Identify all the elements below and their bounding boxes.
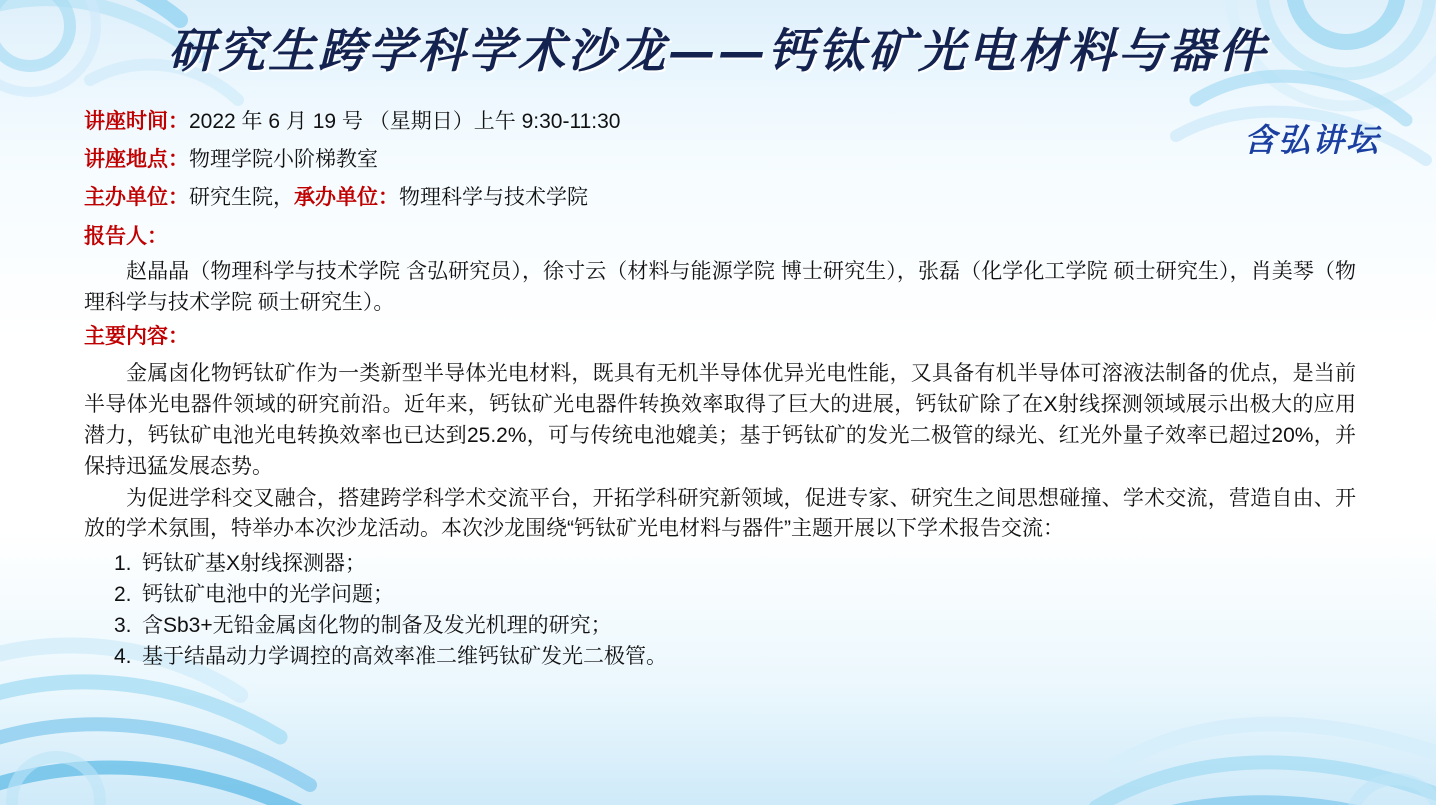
time-label: 讲座时间： <box>84 110 189 133</box>
topic-number: 4. <box>114 645 132 668</box>
place-label: 讲座地点： <box>84 148 189 171</box>
topic-number: 1. <box>114 552 132 575</box>
host-label: 主办单位： <box>84 186 189 209</box>
content-label: 主要内容： <box>84 325 189 348</box>
meta-place-row <box>84 142 1356 178</box>
topic-number: 3. <box>114 614 132 637</box>
topic-number: 2. <box>114 583 132 606</box>
place-value: 物理学院小阶梯教室 <box>189 148 378 171</box>
host-value: 研究生院， <box>189 186 294 209</box>
list-item <box>84 641 1356 672</box>
page-title: 研究生跨学科学术沙龙——钙钛矿光电材料与器件 <box>168 24 1268 79</box>
content-paragraph-1: 金属卤化物钙钛矿作为一类新型半导体光电材料，既具有无机半导体优异光电性能，又具备有机半导体可溶液法制备的优点，是当前半导体光电器件领域的研究前沿。近年来，钙钛矿光电器件转换效率取得了巨大的进展，钙钛矿除了在X射线探测领域展示出极大的应用潜力，钙钛矿电池光电转换效率也已达到25.2%，可与传统电池媲美；基于钙钛矿的发光二极管的绿光、红光外量子效率已超过20%，并保持迅猛发展态势。 <box>84 362 1356 478</box>
list-item <box>84 610 1356 641</box>
topic-text: 钙钛矿电池中的光学问题； <box>142 583 394 606</box>
topic-text: 含Sb3+无铅金属卤化物的制备及发光机理的研究； <box>142 614 612 637</box>
list-item <box>84 548 1356 579</box>
meta-time-row <box>84 104 1356 140</box>
organizer-label: 承办单位： <box>294 186 399 209</box>
speaker-label: 报告人： <box>84 225 168 248</box>
content-paragraph-2: 为促进学科交叉融合，搭建跨学科学术交流平台，开拓学科研究新领域，促进专家、研究生之间思想碰撞、学术交流，营造自由、开放的学术氛围，特举办本次沙龙活动。本次沙龙围绕“钙钛矿光电材料与器件”主题开展以下学术报告交流： <box>84 487 1356 540</box>
speaker-list: 赵晶晶（物理科学与技术学院 含弘研究员），徐寸云（材料与能源学院 博士研究生），张磊（化学化工学院 硕士研究生），肖美琴（物理科学与技术学院 硕士研究生）。 <box>84 260 1356 314</box>
organizer-value: 物理科学与技术学院 <box>399 186 588 209</box>
topic-text: 基于结晶动力学调控的高效率准二维钙钛矿发光二极管。 <box>142 645 667 668</box>
poster-body <box>84 104 1356 672</box>
meta-organizer-row <box>84 180 1356 216</box>
topic-text: 钙钛矿基X射线探测器； <box>142 552 367 575</box>
time-value: 2022 年 6 月 19 号 （星期日）上午 9:30-11:30 <box>189 110 621 133</box>
topic-list <box>84 548 1356 672</box>
list-item <box>84 579 1356 610</box>
forum-stamp: 含弘讲坛 <box>1243 121 1380 159</box>
